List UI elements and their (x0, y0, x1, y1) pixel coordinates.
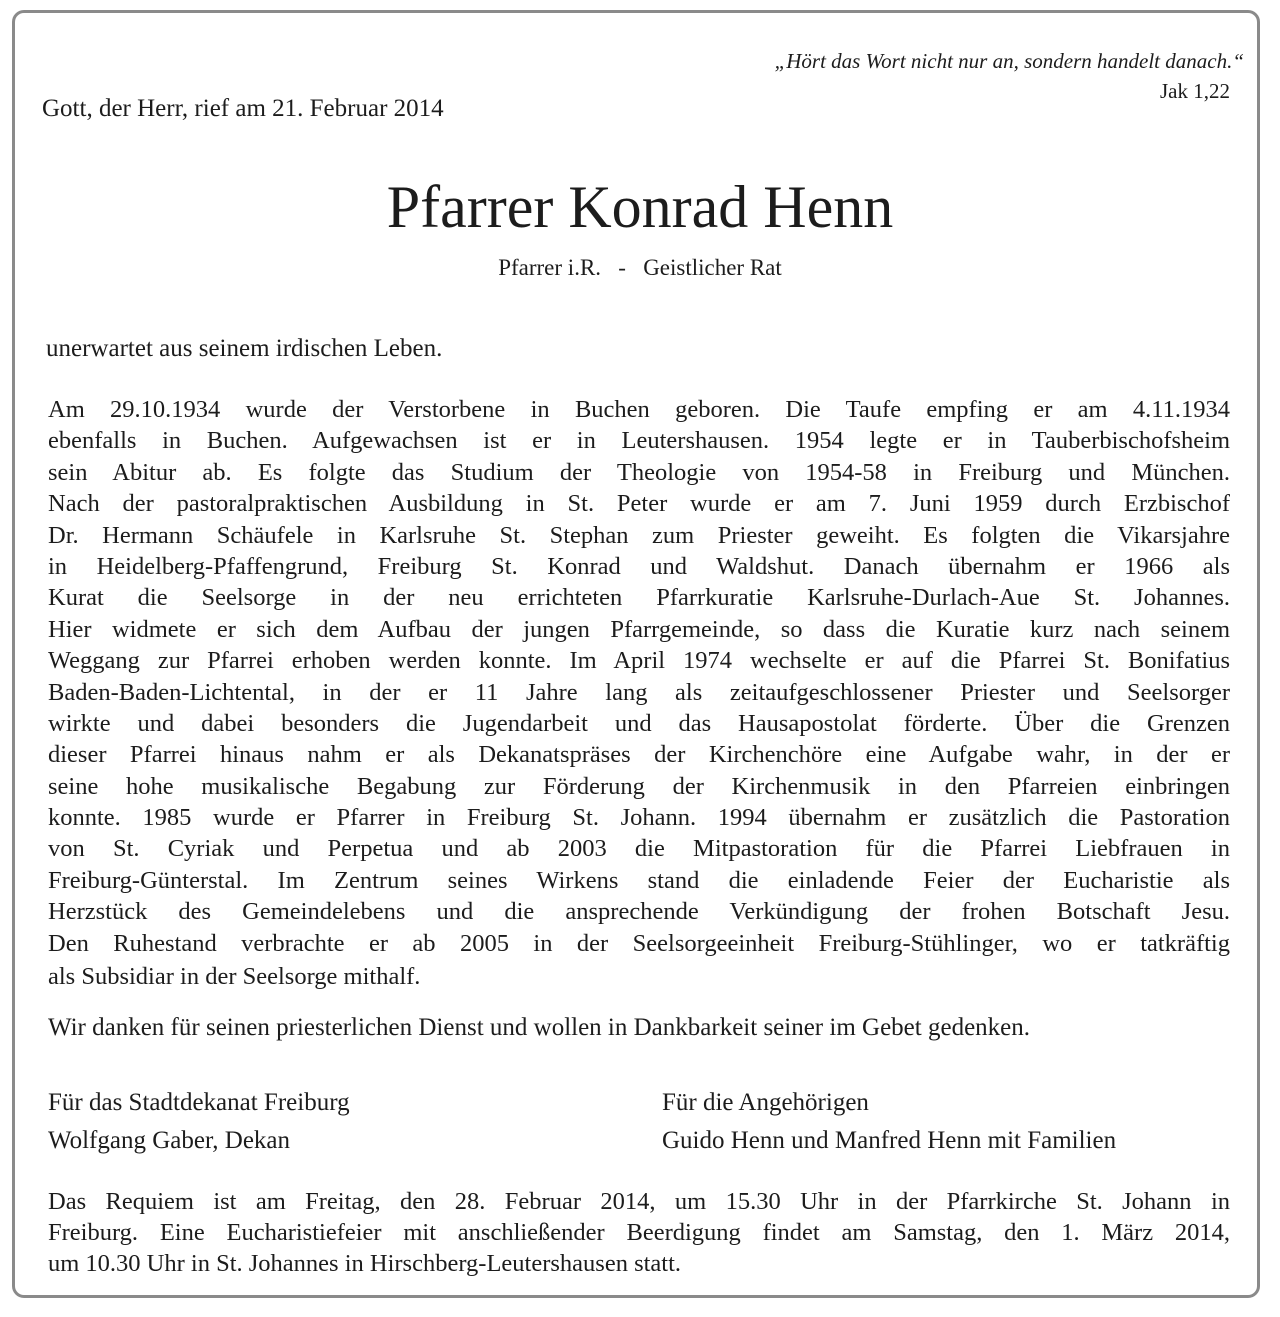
signature-stadtdekanat (48, 1084, 350, 1160)
bible-quote: „Hört das Wort nicht nur an, sondern handelt danach.“ (774, 49, 1244, 73)
biography-line: Den Ruhestand verbrachte er ab 2005 in der Seelsorgeeinheit Freiburg-Stühlinger, wo er tatkräftig (48, 929, 1230, 957)
biography-line: Dr. Hermann Schäufele in Karlsruhe St. Stephan zum Priester geweiht. Es folgten die Vikarsjahre (48, 521, 1230, 549)
requiem-line: um 10.30 Uhr in St. Johannes in Hirschberg-Leutershausen statt. (48, 1250, 682, 1277)
lead-sentence: unerwartet aus seinem irdischen Leben. (46, 335, 443, 362)
biography-line: Kurat die Seelsorge in der neu errichteten Pfarrkuratie Karlsruhe-Durlach-Aue St. Johannes. (48, 584, 1230, 612)
signature-name: Guido Henn und Manfred Henn mit Familien (662, 1127, 1117, 1154)
biography-line: konnte. 1985 wurde er Pfarrer in Freiburg St. Johann. 1994 übernahm er zusätzlich die Pastoration (48, 804, 1230, 832)
biography-line: Hier widmete er sich dem Aufbau der jungen Pfarrgemeinde, so dass die Kuratie kurz nach seinem (48, 615, 1230, 643)
intro-line: Gott, der Herr, rief am 21. Februar 2014 (42, 95, 444, 122)
signature-name: Wolfgang Gaber, Dekan (48, 1127, 291, 1154)
biography-line: Freiburg-Günterstal. Im Zentrum seines Wirkens stand die einladende Feier der Eucharistie als (48, 866, 1230, 894)
biography-line: in Heidelberg-Pfaffengrund, Freiburg St. Konrad und Waldshut. Danach übernahm er 1966 als (48, 552, 1230, 580)
deceased-name: Pfarrer Konrad Henn (386, 174, 894, 240)
biography-line: Am 29.10.1934 wurde der Verstorbene in Buchen geboren. Die Taufe empfing er am 4.11.1934 (48, 396, 1230, 423)
requiem-line: Freiburg. Eine Eucharistiefeier mit anschließender Beerdigung findet am Samstag, den 1. März 2014, (48, 1219, 1230, 1246)
requiem-line: Das Requiem ist am Freitag, den 28. Februar 2014, um 15.30 Uhr in der Pfarrkirche St. Johann in (48, 1188, 1230, 1215)
biography (48, 394, 1230, 995)
thanks-sentence: Wir danken für seinen priesterlichen Dienst und wollen in Dankbarkeit seiner im Gebet gedenken. (48, 1014, 1031, 1041)
biography-line: von St. Cyriak und Perpetua und ab 2003 die Mitpastoration für die Pfarrei Liebfrauen in (48, 835, 1230, 863)
biography-line: Herzstück des Gemeindelebens und die ansprechende Verkündigung der frohen Botschaft Jesu. (48, 898, 1230, 926)
requiem-notice (48, 1186, 1230, 1279)
biography-line: seine hohe musikalische Begabung zur Förderung der Kirchenmusik in den Pfarreien einbringen (48, 772, 1230, 800)
signature-label: Für die Angehörigen (662, 1089, 869, 1116)
biography-line: Weggang zur Pfarrei erhoben werden konnte. Im April 1974 wechselte er auf die Pfarrei St. Bonifatius (48, 647, 1230, 675)
biography-line: sein Abitur ab. Es folgte das Studium der Theologie von 1954-58 in Freiburg und München. (48, 458, 1230, 486)
biography-line: ebenfalls in Buchen. Aufgewachsen ist er in Leutershausen. 1954 legte er in Tauberbischofsheim (48, 427, 1230, 455)
signature-family (662, 1084, 1116, 1160)
biography-line: Nach der pastoralpraktischen Ausbildung in St. Peter wurde er am 7. Juni 1959 durch Erzbischof (48, 490, 1230, 518)
biography-line: wirkte und dabei besonders die Jugendarbeit und das Hausapostolat förderte. Über die Grenzen (48, 709, 1230, 737)
deceased-titles: Pfarrer i.R. - Geistlicher Rat (498, 255, 782, 280)
biography-line: als Subsidiar in der Seelsorge mithalf. (48, 963, 421, 991)
biography-line: dieser Pfarrei hinaus nahm er als Dekanatspräses der Kirchenchöre eine Aufgabe wahr, in der er (48, 741, 1230, 769)
signature-label: Für das Stadtdekanat Freiburg (48, 1089, 350, 1116)
bible-quote-reference: Jak 1,22 (1160, 79, 1230, 103)
biography-line: Baden-Baden-Lichtental, in der er 11 Jahre lang als zeitaufgeschlossener Priester und Seelsorger (48, 678, 1230, 706)
